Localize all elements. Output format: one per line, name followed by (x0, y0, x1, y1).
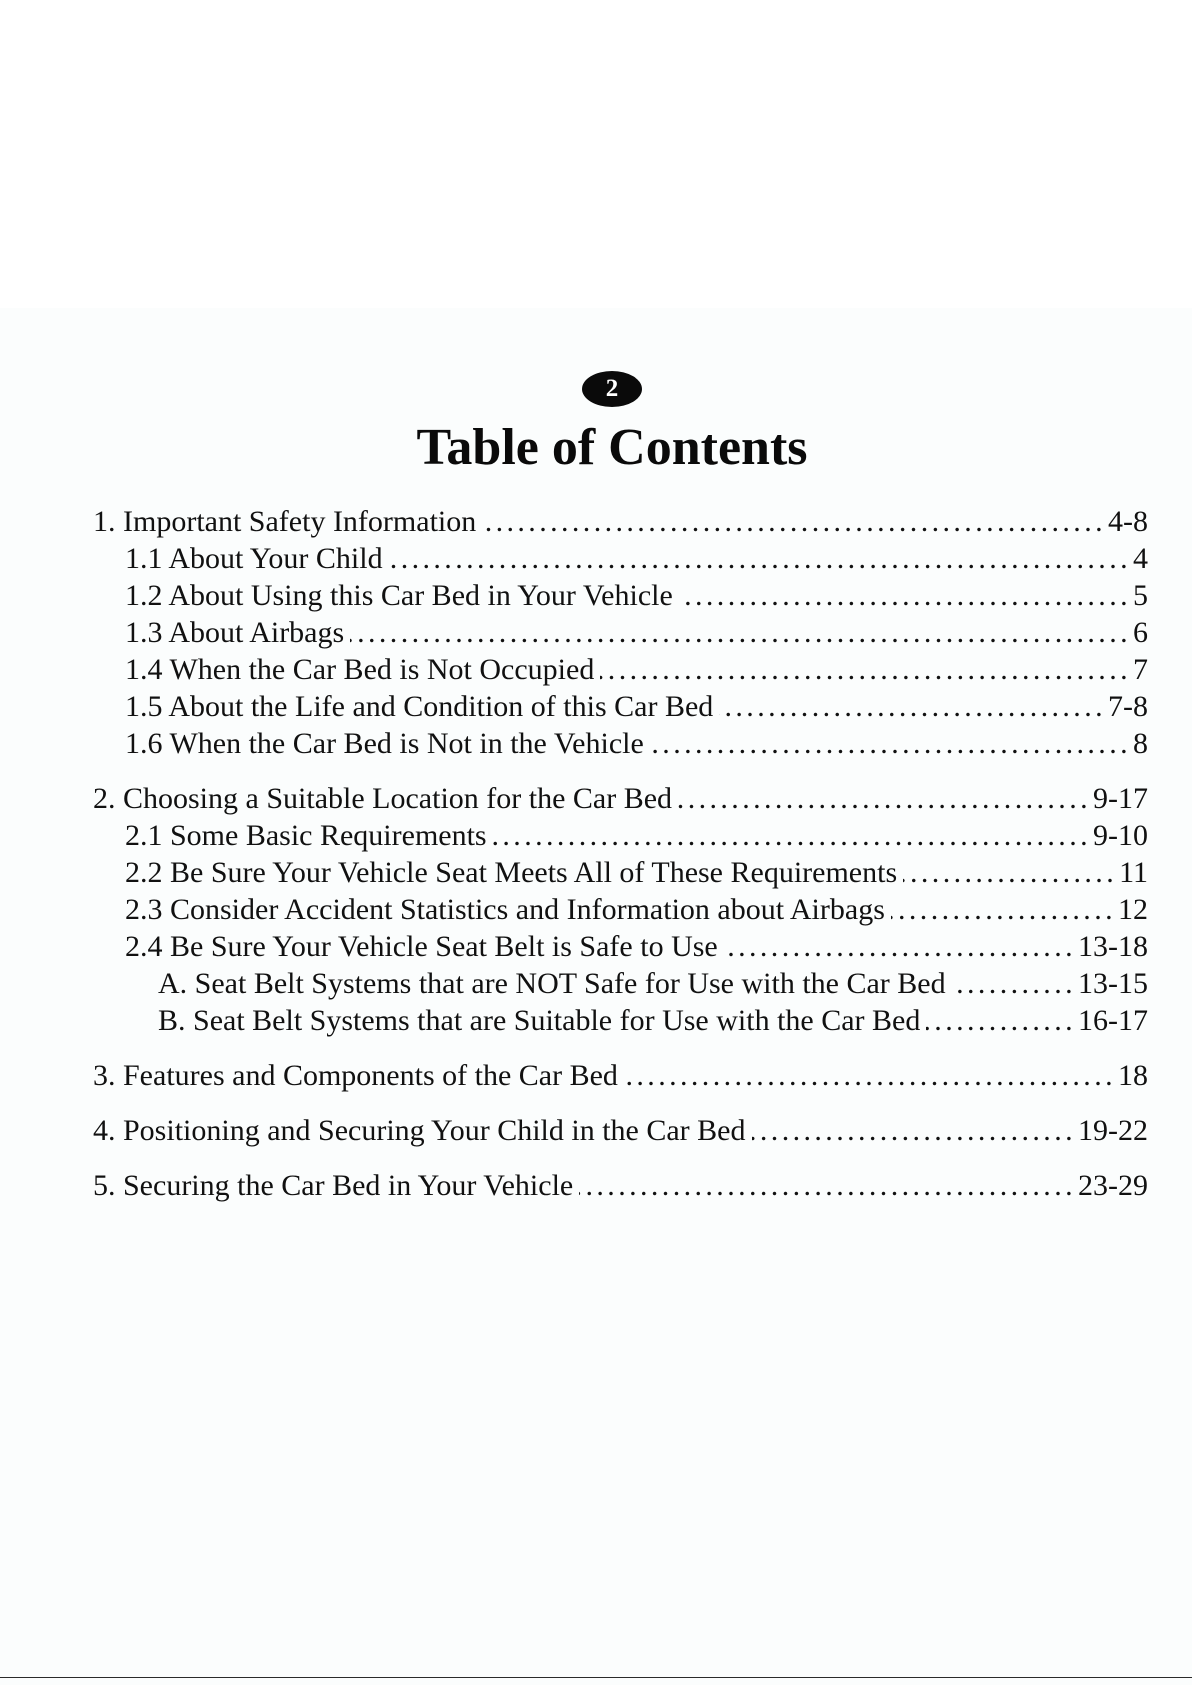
toc-entry-page: 8 (1133, 727, 1148, 760)
toc-entry-2 (93, 780, 1148, 817)
page-number-badge: 2 (582, 371, 642, 407)
page-title: Table of Contents (416, 419, 808, 476)
dot-leader (719, 688, 1106, 725)
toc-entry-2-2 (93, 854, 1148, 891)
dot-leader (891, 891, 1116, 928)
toc-entry-1-5 (93, 688, 1148, 725)
toc-entry-title: 1. Important Safety Information (93, 505, 477, 538)
toc-entry-title: 2. Choosing a Suitable Location for the Car Bed (93, 782, 673, 815)
toc-entry-page: 16-17 (1078, 1004, 1148, 1037)
toc-entry-page: 9-10 (1093, 819, 1148, 852)
dot-leader (678, 780, 1091, 817)
toc-entry-2-4-a (93, 965, 1148, 1002)
toc-entry-page: 12 (1118, 893, 1148, 926)
toc-entry-page: 6 (1133, 616, 1148, 649)
toc-entry-title: 4. Positioning and Securing Your Child in the Car Bed (93, 1114, 746, 1147)
toc-entry-2-1 (93, 817, 1148, 854)
toc-entry-page: 18 (1118, 1059, 1148, 1092)
dot-leader (389, 540, 1131, 577)
toc-entry-1-4 (93, 651, 1148, 688)
toc-entry-title: 3. Features and Components of the Car Bed (93, 1059, 618, 1092)
dot-leader (952, 965, 1076, 1002)
toc-entry-page: 23-29 (1078, 1169, 1148, 1202)
toc-entry-1 (93, 503, 1148, 540)
toc-entry-title: 1.1 About Your Child (125, 542, 383, 575)
dot-leader (926, 1002, 1076, 1039)
dot-leader (350, 614, 1131, 651)
dot-leader (624, 1057, 1116, 1094)
dot-leader (724, 928, 1076, 965)
dot-leader (579, 1167, 1076, 1204)
toc-entry-title: 2.1 Some Basic Requirements (125, 819, 487, 852)
toc-entry-title: 1.4 When the Car Bed is Not Occupied (125, 653, 595, 686)
toc-entry-page: 7-8 (1108, 690, 1148, 723)
toc-entry-1-3 (93, 614, 1148, 651)
toc-entry-1-2 (93, 577, 1148, 614)
toc-entry-page: 4 (1133, 542, 1148, 575)
toc-entry-2-3 (93, 891, 1148, 928)
toc-entry-title: 5. Securing the Car Bed in Your Vehicle (93, 1169, 574, 1202)
toc-entry-title: 1.6 When the Car Bed is Not in the Vehicle (125, 727, 644, 760)
toc-entry-2-4 (93, 928, 1148, 965)
toc-entry-page: 11 (1119, 856, 1148, 889)
toc-entry-title: 1.3 About Airbags (125, 616, 345, 649)
toc-entry-page: 7 (1133, 653, 1148, 686)
dot-leader (493, 817, 1091, 854)
toc-entry-title: 1.5 About the Life and Condition of this Car Bed (125, 690, 714, 723)
toc-entry-5 (93, 1167, 1148, 1204)
dot-leader (752, 1112, 1077, 1149)
toc-entry-page: 4-8 (1108, 505, 1148, 538)
toc-entry-page: 13-18 (1078, 930, 1148, 963)
toc-entry-1-1 (93, 540, 1148, 577)
toc-entry-title: A. Seat Belt Systems that are NOT Safe for Use with the Car Bed (158, 967, 946, 1000)
dot-leader (482, 503, 1106, 540)
toc-entry-title: 2.2 Be Sure Your Vehicle Seat Meets All of These Requirements (125, 856, 898, 889)
toc-entry-3 (93, 1057, 1148, 1094)
dot-leader (679, 577, 1131, 614)
toc-entry-1-6 (93, 725, 1148, 762)
dot-leader (600, 651, 1131, 688)
toc-entry-page: 13-15 (1078, 967, 1148, 1000)
toc-entry-title: B. Seat Belt Systems that are Suitable for Use with the Car Bed (158, 1004, 921, 1037)
toc-entry-page: 19-22 (1078, 1114, 1148, 1147)
toc-entry-title: 2.4 Be Sure Your Vehicle Seat Belt is Safe to Use (125, 930, 718, 963)
dot-leader (903, 854, 1117, 891)
dot-leader (650, 725, 1131, 762)
bottom-divider (0, 1677, 1192, 1678)
toc-entry-title: 1.2 About Using this Car Bed in Your Vehicle (125, 579, 673, 612)
toc-entry-page: 5 (1133, 579, 1148, 612)
toc-entry-page: 9-17 (1093, 782, 1148, 815)
toc-entry-2-4-b (93, 1002, 1148, 1039)
toc-entry-4 (93, 1112, 1148, 1149)
toc-entry-title: 2.3 Consider Accident Statistics and Information about Airbags (125, 893, 885, 926)
table-of-contents (93, 503, 1148, 1204)
